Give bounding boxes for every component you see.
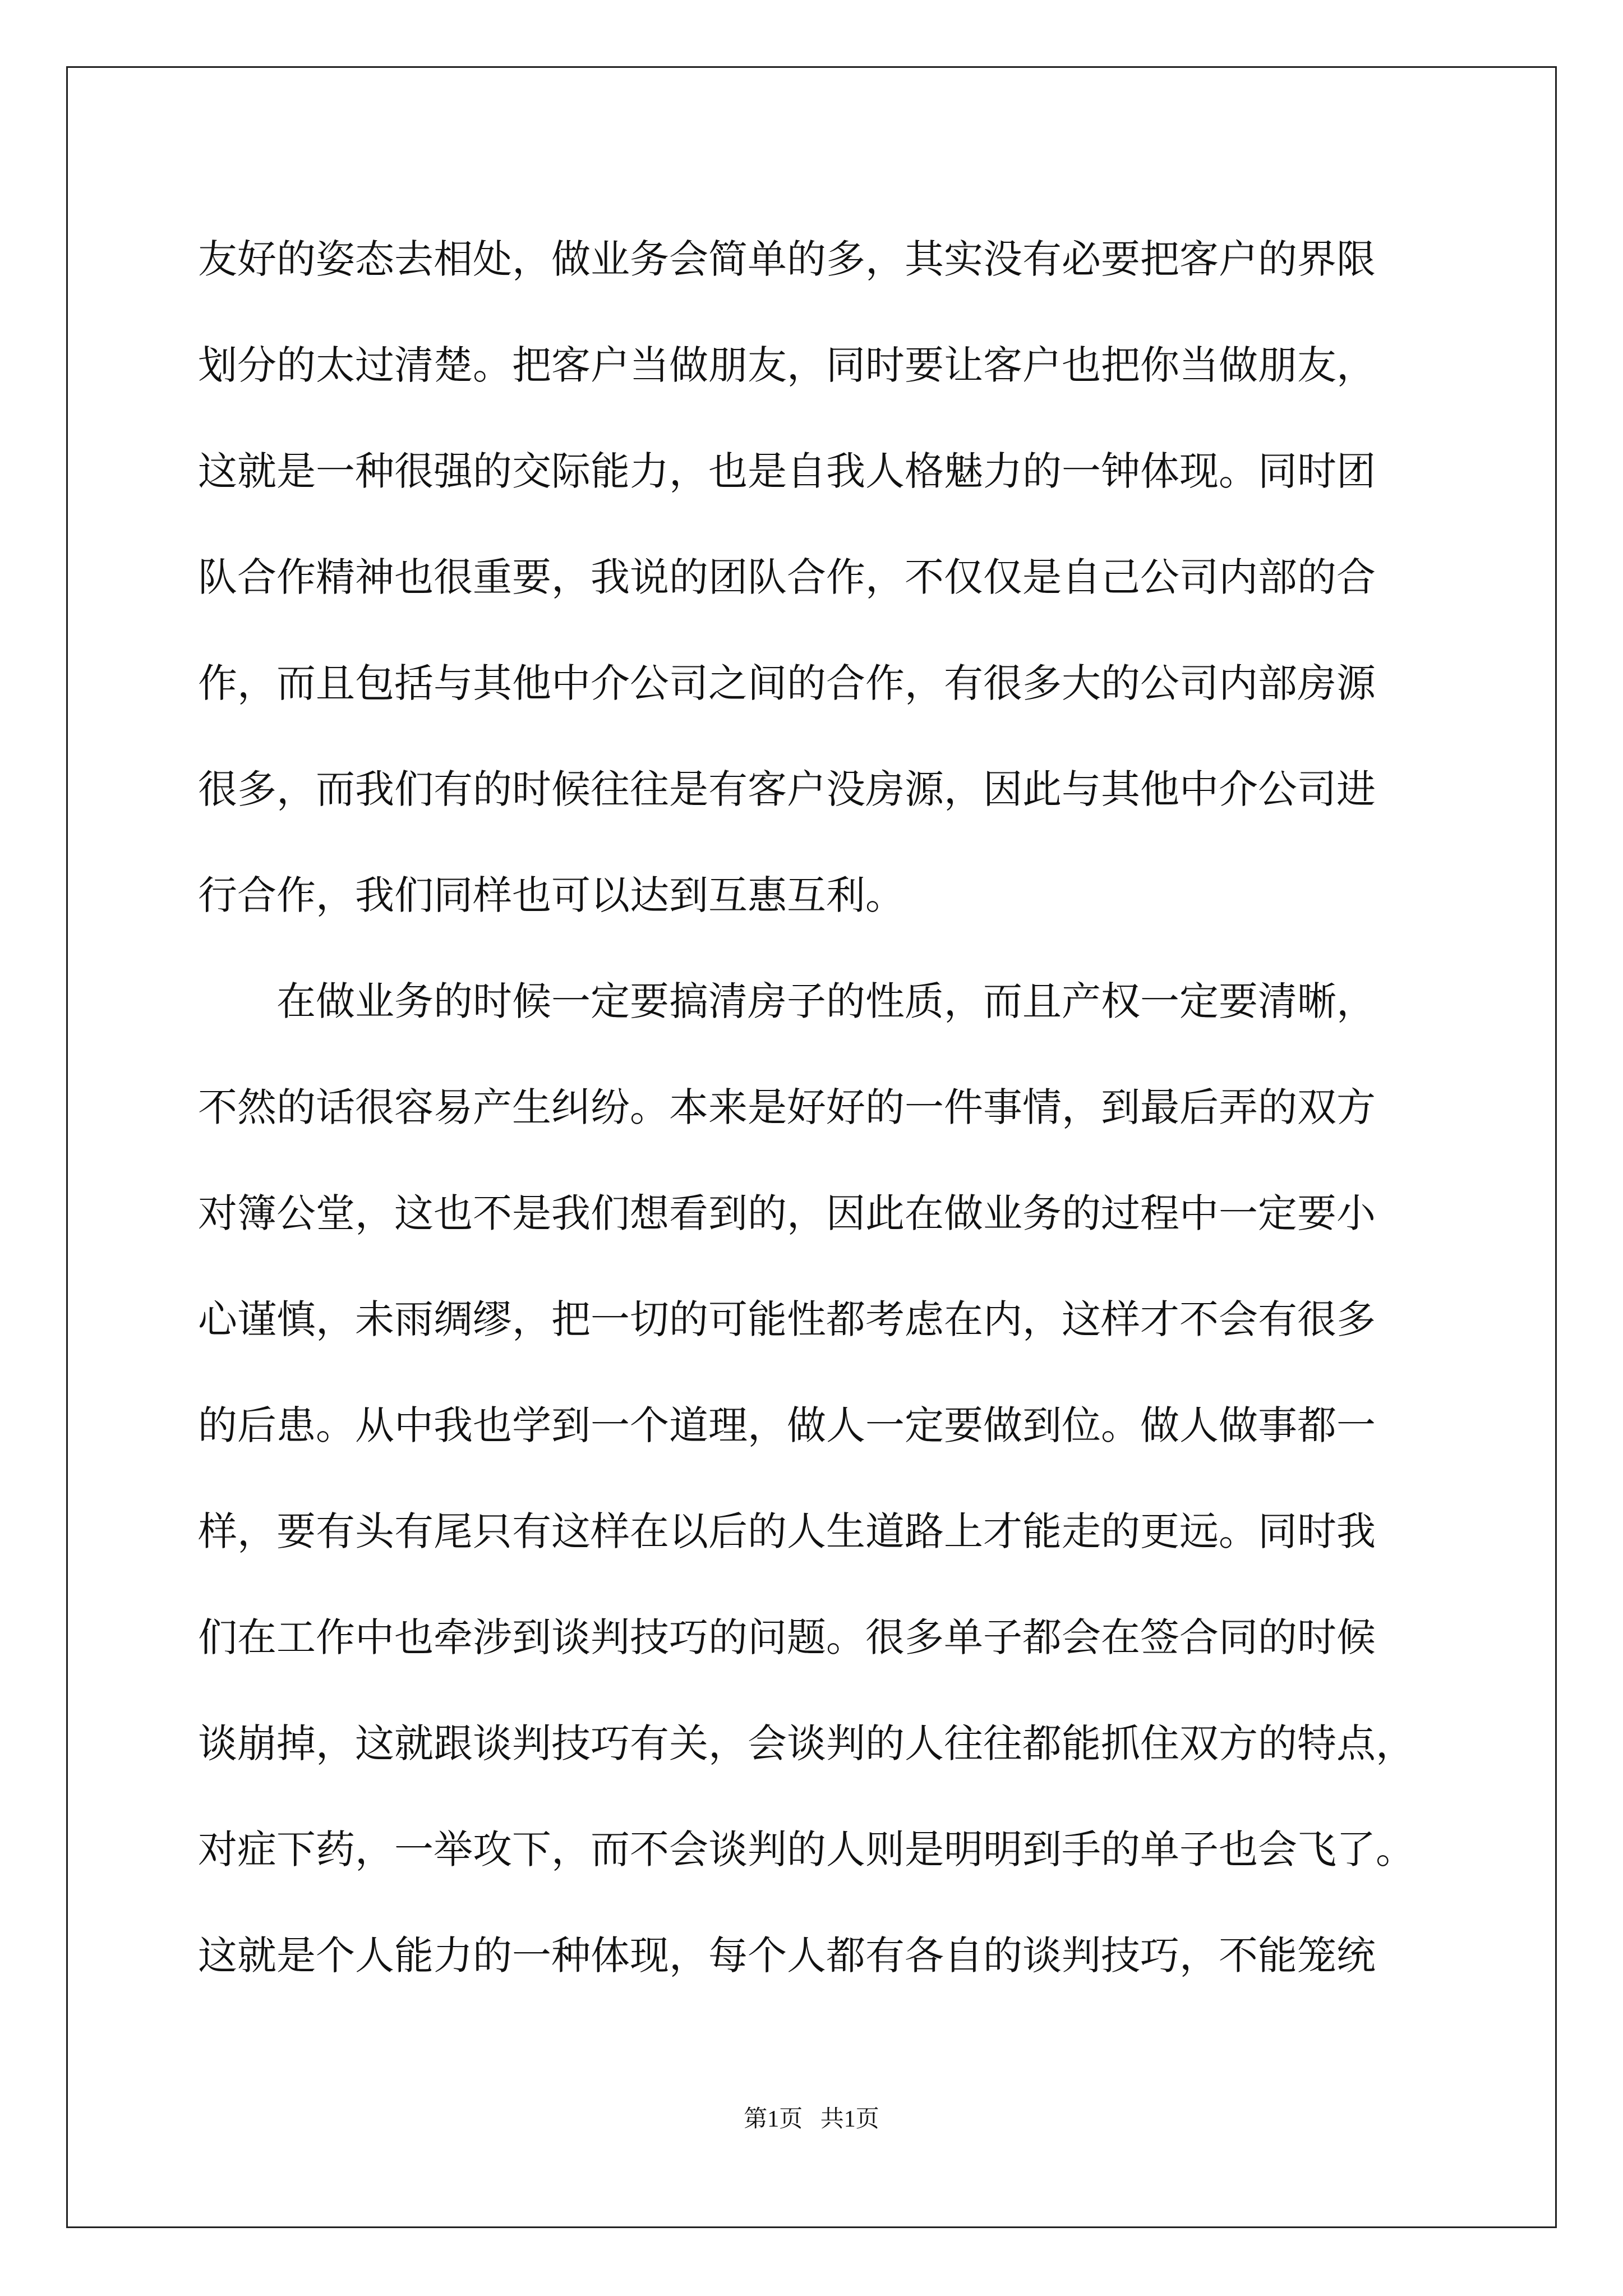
text-line: 样，要有头有尾只有这样在以后的人生道路上才能走的更远。同时我: [198, 1508, 1376, 1554]
text-line: 对簿公堂，这也不是我们想看到的，因此在做业务的过程中一定要小: [198, 1190, 1376, 1236]
text-line: 这就是个人能力的一种体现，每个人都有各自的谈判技巧，不能笼统: [198, 1932, 1376, 1978]
page-number-footer: 第1页 共1页: [744, 2106, 879, 2132]
document-body: [198, 206, 1426, 2009]
text-line: 队合作精神也很重要，我说的团队合作，不仅仅是自己公司内部的合: [198, 554, 1376, 600]
text-line: 划分的太过清楚。把客户当做朋友，同时要让客户也把你当做朋友，: [198, 342, 1376, 388]
text-line: 心谨慎，未雨绸缪，把一切的可能性都考虑在内，这样才不会有很多: [198, 1296, 1376, 1342]
paragraph-start-line: 在做业务的时候一定要搞清房子的性质，而且产权一定要清晰，: [276, 978, 1376, 1024]
text-line: 作，而且包括与其他中介公司之间的合作，有很多大的公司内部房源: [198, 660, 1376, 706]
text-line: 不然的话很容易产生纠纷。本来是好好的一件事情，到最后弄的双方: [198, 1084, 1376, 1130]
text-line: 这就是一种很强的交际能力，也是自我人格魅力的一钟体现。同时团: [198, 448, 1376, 494]
text-line: 谈崩掉，这就跟谈判技巧有关，会谈判的人往往都能抓住双方的特点，: [198, 1720, 1415, 1766]
text-line: 很多，而我们有的时候往往是有客户没房源，因此与其他中介公司进: [198, 766, 1376, 812]
text-line: 的后患。从中我也学到一个道理，做人一定要做到位。做人做事都一: [198, 1402, 1376, 1448]
text-line: 们在工作中也牵涉到谈判技巧的问题。很多单子都会在签合同的时候: [198, 1614, 1376, 1660]
text-line: 对症下药，一举攻下，而不会谈判的人则是明明到手的单子也会飞了。: [198, 1826, 1415, 1872]
text-line: 友好的姿态去相处，做业务会简单的多，其实没有必要把客户的界限: [198, 236, 1376, 282]
text-line: 行合作，我们同样也可以达到互惠互利。: [198, 872, 905, 918]
